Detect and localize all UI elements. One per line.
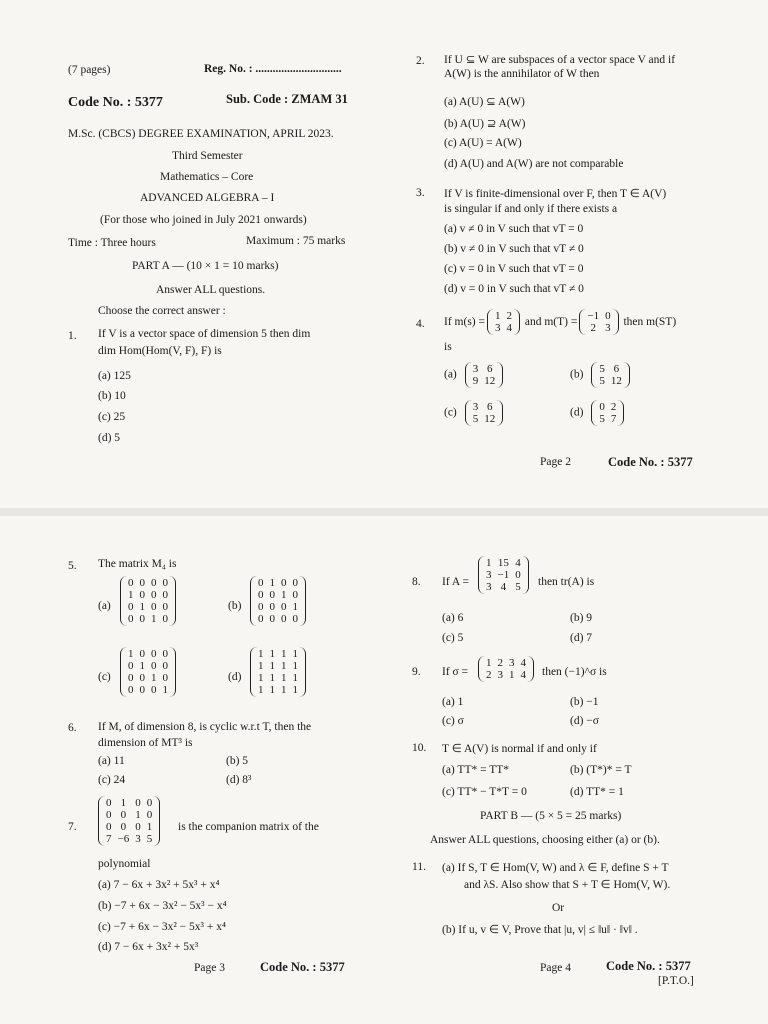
q1-number: 1. (68, 330, 77, 342)
q10-text: T ∈ A(V) is normal if and only if (442, 743, 597, 755)
q5-option-d-matrix (248, 647, 308, 697)
q1-option-c: (c) 25 (98, 411, 126, 423)
matrix-cell: 0 (162, 589, 168, 601)
matrix-cell: 3 (486, 569, 492, 581)
matrix-cell: 0 (269, 601, 275, 613)
matrix-cell: 0 (599, 401, 605, 413)
q1-option-b: (b) 10 (98, 390, 126, 402)
q8-number: 8. (412, 576, 421, 588)
matrix-cell: 0 (128, 577, 134, 589)
q11-or: Or (552, 902, 565, 914)
q4-option-a: (a) 3 6 9 12 (444, 362, 505, 388)
matrix-cell: 0 (162, 660, 168, 672)
matrix-cell: 5 (599, 413, 605, 425)
matrix-cell: 0 (139, 684, 145, 696)
matrix-cell: 6 (487, 401, 493, 413)
q7-option-d: (d) 7 − 6x + 3x² + 5x³ (98, 941, 199, 953)
matrix-cell: 1 (292, 684, 298, 696)
matrix-cell: 3 (486, 581, 492, 593)
page-number: Page 4 (540, 962, 571, 974)
choose-answer: Choose the correct answer : (98, 305, 226, 317)
matrix-cell: 1 (486, 557, 492, 569)
q8-option-b: (b) 9 (570, 612, 593, 624)
matrix-cell: 0 (151, 577, 157, 589)
part-b-instructions: Answer ALL questions, choosing either (a) or (b). (430, 834, 660, 846)
page-4 (384, 516, 768, 1024)
q7-text-2: polynomial (98, 858, 151, 870)
q9-matrix (476, 656, 536, 682)
matrix-cell: 3 (509, 657, 515, 669)
q6-text: If M, of dimension 8, is cyclic w.r.t T, then the (98, 721, 312, 733)
matrix-cell: 0 (135, 797, 141, 809)
matrix-cell: 0 (605, 310, 611, 323)
code-no: Code No. : 5377 (68, 95, 163, 110)
matrix-cell: 2 (610, 401, 617, 413)
q3-text: If V is finite-dimensional over F, then T ∈ A(V) (444, 188, 667, 200)
q4-statement: If m(s) = 1 2 3 4 and m(T) = −1 0 2 3 then m(ST) (444, 310, 677, 335)
matrix-cell: 0 (162, 613, 168, 625)
matrix-cell: 3 (605, 322, 611, 335)
matrix-cell: 0 (120, 809, 127, 821)
q8-option-c: (c) 5 (442, 632, 464, 644)
q10-option-a: (a) TT* = TT* (442, 764, 510, 776)
footer-code: Code No. : 5377 (260, 960, 345, 974)
matrix-cell: 2 (497, 657, 503, 669)
q2-option-b: (b) A(U) ⊇ A(W) (444, 118, 526, 130)
q3-option-c: (c) v = 0 in V such that vT = 0 (444, 263, 584, 275)
q11-a-2: and λS. Also show that S + T ∈ Hom(V, W). (464, 879, 671, 891)
matrix-cell: 0 (281, 577, 287, 589)
q5-number: 5. (68, 560, 77, 572)
matrix-cell: 1 (146, 821, 153, 833)
matrix-cell: 0 (292, 613, 298, 625)
page-number: Page 3 (194, 962, 225, 974)
matrix-cell: 7 (610, 413, 617, 425)
matrix-cell: 0 (151, 684, 157, 696)
matrix-ms (487, 309, 520, 335)
q11-b: (b) If u, v ∈ V, Prove that |u, v| ≤ ‖u‖ · ‖v‖ . (442, 924, 638, 936)
q4-is: is (444, 341, 452, 353)
matrix-cell: 2 (506, 310, 512, 323)
semester: Third Semester (172, 150, 243, 162)
matrix-cell: 1 (128, 589, 134, 601)
q6-number: 6. (68, 722, 77, 734)
q5-option-b-matrix (248, 576, 308, 626)
q5-option-d-label: (d) (228, 671, 242, 683)
matrix-cell: 0 (269, 613, 275, 625)
matrix-cell: 0 (139, 672, 145, 684)
q6-option-a: (a) 11 (98, 755, 125, 767)
exam-title: M.Sc. (CBCS) DEGREE EXAMINATION, APRIL 2023. (68, 128, 334, 140)
pto: [P.T.O.] (658, 975, 694, 987)
q1-text-2: dim Hom(Hom(V, F), F) is (98, 345, 222, 357)
matrix-cell: 4 (515, 557, 521, 569)
q10-option-c: (c) TT* − T*T = 0 (442, 786, 527, 798)
matrix-cell: 1 (292, 601, 298, 613)
matrix-cell: 4 (506, 322, 512, 335)
matrix-cell: 1 (281, 684, 287, 696)
matrix-cell: 1 (281, 672, 287, 684)
page-3 (0, 516, 384, 1024)
matrix-cell: 0 (281, 601, 287, 613)
q9-then: then (−1)^σ is (542, 666, 607, 678)
q8-option-a: (a) 6 (442, 612, 464, 624)
q4-option-b: (b) 5 6 5 12 (570, 362, 632, 388)
max-marks: Maximum : 75 marks (246, 235, 346, 247)
matrix-cell: 1 (281, 589, 287, 601)
matrix-cell: 1 (281, 648, 287, 660)
q7-matrix (96, 796, 162, 846)
matrix-cell: 5 (146, 833, 153, 845)
matrix-cell: 4 (520, 657, 526, 669)
matrix-cell: 12 (484, 413, 496, 425)
matrix-cell: 1 (292, 648, 298, 660)
q1-text: If V is a vector space of dimension 5 then dim (98, 328, 311, 340)
q2-option-d: (d) A(U) and A(W) are not comparable (444, 158, 624, 170)
matrix-cell: 1 (292, 672, 298, 684)
matrix-cell: 0 (146, 797, 153, 809)
footer-code: Code No. : 5377 (606, 959, 691, 973)
matrix-cell: 4 (500, 581, 507, 593)
matrix-cell: 0 (281, 613, 287, 625)
matrix-cell: 0 (128, 684, 134, 696)
matrix-cell: 0 (106, 809, 112, 821)
matrix-cell: 1 (162, 684, 168, 696)
matrix-cell: 0 (139, 648, 145, 660)
matrix-cell: 1 (151, 672, 157, 684)
matrix-cell: 5 (599, 375, 605, 387)
matrix-cell: 1 (151, 613, 157, 625)
batch-note: (For those who joined in July 2021 onwards) (100, 214, 307, 226)
q5-option-a-matrix (118, 576, 178, 626)
matrix-cell: 7 (106, 833, 112, 845)
matrix-cell: 1 (509, 669, 515, 681)
matrix-cell: 0 (128, 601, 134, 613)
matrix-cell: 0 (139, 613, 145, 625)
matrix-cell: −6 (117, 833, 130, 845)
q3-text-2: is singular if and only if there exists a (444, 203, 618, 215)
part-a-title: PART A — (10 × 1 = 10 marks) (132, 260, 279, 272)
matrix-cell: 1 (269, 648, 275, 660)
answer-all: Answer ALL questions. (156, 284, 266, 296)
matrix-cell: 0 (162, 601, 168, 613)
q11-a: (a) If S, T ∈ Hom(V, W) and λ ∈ F, define S + T (442, 862, 669, 874)
q4-number: 4. (416, 318, 425, 330)
matrix-cell: 0 (146, 809, 153, 821)
matrix-mt (579, 309, 618, 335)
matrix-cell: 1 (495, 310, 501, 323)
matrix-cell: 0 (162, 577, 168, 589)
matrix-cell: 0 (292, 577, 298, 589)
q5-option-c-label: (c) (98, 671, 111, 683)
matrix-cell: 5 (472, 413, 479, 425)
q3-option-d: (d) v = 0 in V such that vT ≠ 0 (444, 283, 584, 295)
q9-number: 9. (412, 666, 421, 678)
q9-option-a: (a) 1 (442, 696, 464, 708)
matrix-cell: 0 (162, 648, 168, 660)
q4-option-c: (c) 3 6 5 12 (444, 400, 505, 426)
page-number: Page 2 (540, 456, 571, 468)
matrix-cell: −1 (587, 310, 600, 323)
page-1 (0, 0, 384, 508)
reg-no: Reg. No. : .............................. (204, 63, 342, 75)
matrix-cell: 9 (472, 375, 479, 387)
page-2 (384, 0, 768, 508)
q7-option-a: (a) 7 − 6x + 3x² + 5x³ + x⁴ (98, 879, 220, 891)
part-b-title: PART B — (5 × 5 = 25 marks) (480, 810, 622, 822)
matrix-cell: 1 (292, 660, 298, 672)
q6-option-b: (b) 5 (226, 755, 249, 767)
q2-number: 2. (416, 55, 425, 67)
matrix-cell: 6 (613, 363, 620, 375)
matrix-cell: 0 (128, 660, 134, 672)
q3-number: 3. (416, 187, 425, 199)
q9-option-d: (d) −σ (570, 715, 599, 727)
matrix-cell: 1 (258, 648, 264, 660)
q3-option-a: (a) v ≠ 0 in V such that vT = 0 (444, 223, 584, 235)
matrix-cell: 0 (106, 797, 112, 809)
matrix-cell: 0 (106, 821, 112, 833)
q6-option-d: (d) 8³ (226, 774, 252, 786)
time: Time : Three hours (68, 237, 156, 249)
matrix-cell: 1 (269, 684, 275, 696)
q7-option-b: (b) −7 + 6x − 3x² − 5x³ − x⁴ (98, 900, 227, 912)
q2-text: If U ⊆ W are subspaces of a vector space V and if (444, 54, 676, 66)
matrix-cell: 1 (258, 684, 264, 696)
matrix-cell: 15 (497, 557, 509, 569)
q8-if: If A = (442, 576, 469, 588)
matrix-cell: 1 (281, 660, 287, 672)
matrix-cell: 0 (258, 613, 264, 625)
matrix-cell: 1 (269, 660, 275, 672)
matrix-cell: 0 (258, 601, 264, 613)
q10-option-b: (b) (T*)* = T (570, 764, 632, 776)
matrix-cell: 0 (151, 589, 157, 601)
q2-text-2: A(W) is the annihilator of W then (444, 68, 600, 80)
matrix-cell: 1 (486, 657, 492, 669)
matrix-cell: 0 (120, 821, 127, 833)
matrix-cell: 0 (139, 577, 145, 589)
matrix-cell: 1 (269, 672, 275, 684)
sub-code: Sub. Code : ZMAM 31 (226, 92, 348, 106)
matrix-cell: 1 (128, 648, 134, 660)
q5-text: The matrix M₄ is (98, 558, 177, 570)
matrix-cell: 4 (520, 669, 526, 681)
matrix-cell: 1 (139, 660, 145, 672)
matrix-cell: 0 (292, 589, 298, 601)
matrix-cell: 0 (515, 569, 521, 581)
q10-number: 10. (412, 742, 427, 754)
matrix-cell: 1 (139, 601, 145, 613)
matrix-cell: 1 (135, 809, 141, 821)
q6-option-c: (c) 24 (98, 774, 126, 786)
matrix-cell: 12 (484, 375, 496, 387)
q5-option-a-label: (a) (98, 600, 111, 612)
matrix-cell: 1 (258, 660, 264, 672)
q5-option-c-matrix (118, 647, 178, 697)
matrix-cell: 3 (472, 401, 479, 413)
q7-number: 7. (68, 821, 77, 833)
q3-option-b: (b) v ≠ 0 in V such that vT ≠ 0 (444, 243, 584, 255)
matrix-cell: −1 (497, 569, 510, 581)
matrix-cell: 0 (139, 589, 145, 601)
matrix-cell: 0 (151, 660, 157, 672)
q8-option-d: (d) 7 (570, 632, 593, 644)
matrix-cell: 3 (135, 833, 141, 845)
q8-then: then tr(A) is (538, 576, 595, 588)
q7-option-c: (c) −7 + 6x − 3x² − 5x³ + x⁴ (98, 921, 226, 933)
q11-number: 11. (412, 861, 426, 873)
matrix-cell: 0 (128, 672, 134, 684)
matrix-cell: 3 (497, 669, 503, 681)
paper-title: ADVANCED ALGEBRA – I (140, 192, 275, 204)
matrix-cell: 5 (515, 581, 521, 593)
matrix-cell: 0 (135, 821, 141, 833)
q2-option-c: (c) A(U) = A(W) (444, 137, 522, 149)
footer-code: Code No. : 5377 (608, 455, 693, 469)
matrix-cell: 3 (472, 363, 479, 375)
matrix-cell: 0 (151, 648, 157, 660)
matrix-cell: 1 (120, 797, 127, 809)
matrix-cell: 5 (599, 363, 605, 375)
subject: Mathematics – Core (160, 171, 254, 183)
q6-text-2: dimension of MT³ is (98, 737, 193, 749)
matrix-cell: 1 (269, 577, 275, 589)
matrix-cell: 0 (258, 577, 264, 589)
matrix-cell: 1 (258, 672, 264, 684)
q5-option-b-label: (b) (228, 600, 242, 612)
page-count: (7 pages) (68, 64, 111, 76)
matrix-cell: 0 (128, 613, 134, 625)
q7-text: is the companion matrix of the (178, 821, 319, 833)
q8-matrix (476, 556, 531, 594)
matrix-cell: 0 (258, 589, 264, 601)
q1-option-a: (a) 125 (98, 370, 131, 382)
matrix-cell: 0 (162, 672, 168, 684)
matrix-cell: 12 (610, 375, 622, 387)
q10-option-d: (d) TT* = 1 (570, 786, 624, 798)
q1-option-d: (d) 5 (98, 432, 121, 444)
matrix-cell: 2 (590, 322, 596, 335)
matrix-cell: 0 (151, 601, 157, 613)
q2-option-a: (a) A(U) ⊆ A(W) (444, 96, 525, 108)
q9-option-c: (c) σ (442, 715, 464, 727)
matrix-cell: 3 (495, 322, 501, 335)
matrix-cell: 0 (269, 589, 275, 601)
matrix-cell: 2 (486, 669, 492, 681)
matrix-cell: 6 (487, 363, 493, 375)
q9-option-b: (b) −1 (570, 696, 599, 708)
q4-option-d: (d) 0 2 5 7 (570, 400, 626, 426)
q9-if: If σ = (442, 666, 469, 678)
